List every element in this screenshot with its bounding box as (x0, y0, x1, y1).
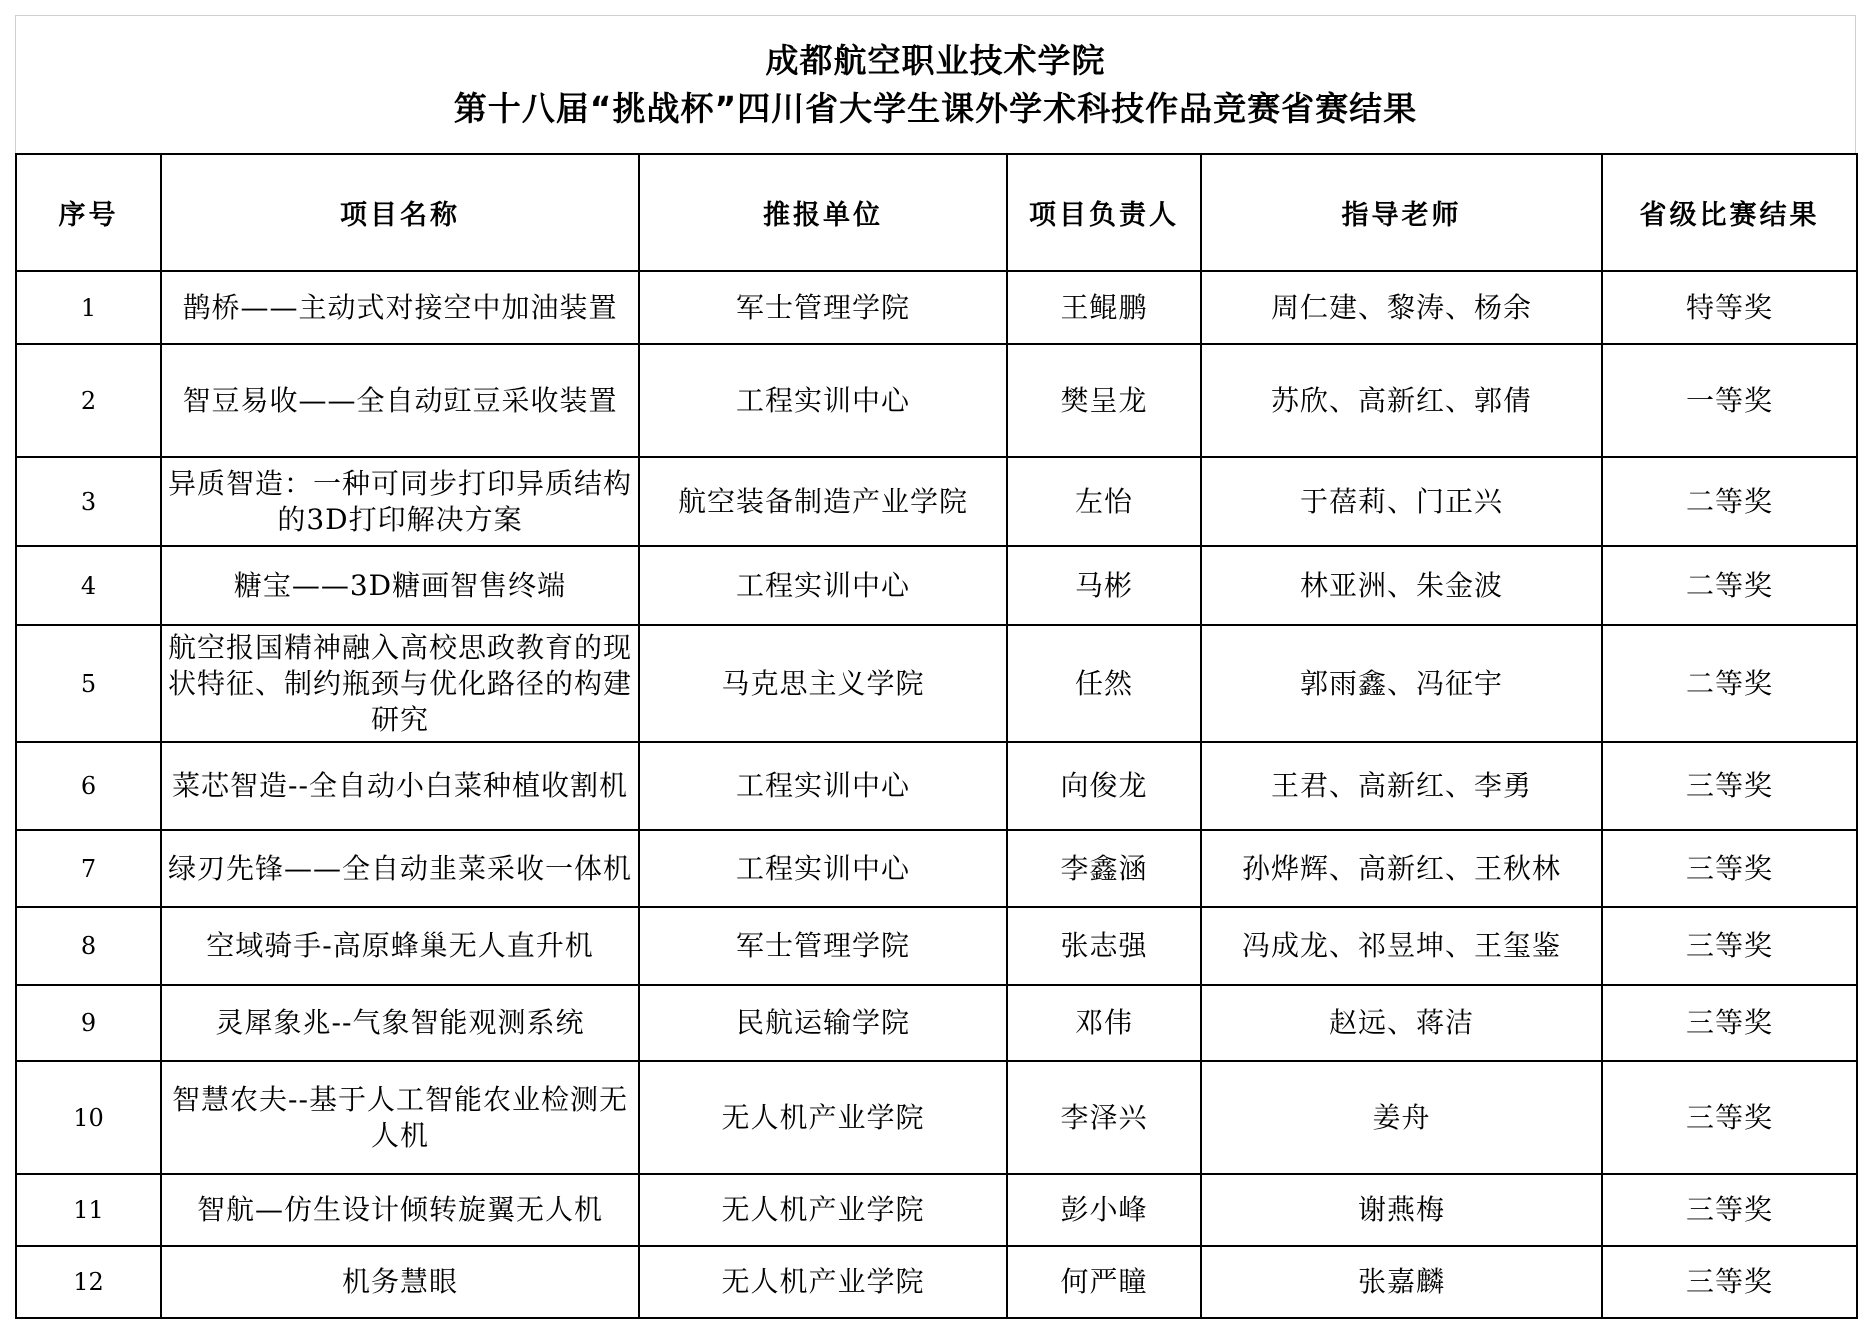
cell-advisor: 孙烨辉、高新红、王秋林 (1201, 830, 1602, 907)
cell-result: 三等奖 (1602, 985, 1857, 1061)
header-advisor: 指导老师 (1201, 154, 1602, 271)
cell-unit: 航空装备制造产业学院 (639, 457, 1007, 546)
cell-index: 4 (16, 546, 161, 625)
cell-project: 智慧农夫--基于人工智能农业检测无人机 (161, 1061, 639, 1174)
cell-unit: 无人机产业学院 (639, 1174, 1007, 1246)
cell-advisor: 林亚洲、朱金波 (1201, 546, 1602, 625)
cell-index: 12 (16, 1246, 161, 1318)
cell-project: 异质智造：一种可同步打印异质结构的3D打印解决方案 (161, 457, 639, 546)
cell-advisor: 谢燕梅 (1201, 1174, 1602, 1246)
table-row (16, 271, 1857, 344)
cell-index: 5 (16, 625, 161, 742)
cell-unit: 军士管理学院 (639, 271, 1007, 344)
cell-result: 三等奖 (1602, 742, 1857, 830)
cell-unit: 无人机产业学院 (639, 1061, 1007, 1174)
results-table (15, 153, 1858, 1319)
cell-index: 3 (16, 457, 161, 546)
cell-index: 7 (16, 830, 161, 907)
cell-project: 智航—仿生设计倾转旋翼无人机 (161, 1174, 639, 1246)
cell-unit: 军士管理学院 (639, 907, 1007, 985)
cell-advisor: 赵远、蒋洁 (1201, 985, 1602, 1061)
cell-project: 智豆易收——全自动豇豆采收装置 (161, 344, 639, 457)
cell-project: 机务慧眼 (161, 1246, 639, 1318)
cell-result: 三等奖 (1602, 1246, 1857, 1318)
cell-advisor: 张嘉麟 (1201, 1246, 1602, 1318)
table-row (16, 742, 1857, 830)
cell-project: 航空报国精神融入高校思政教育的现状特征、制约瓶颈与优化路径的构建研究 (161, 625, 639, 742)
cell-unit: 工程实训中心 (639, 742, 1007, 830)
cell-result: 一等奖 (1602, 344, 1857, 457)
cell-unit: 工程实训中心 (639, 546, 1007, 625)
cell-advisor: 郭雨鑫、冯征宇 (1201, 625, 1602, 742)
header-row (16, 154, 1857, 271)
cell-leader: 王鲲鹏 (1007, 271, 1201, 344)
cell-advisor: 姜舟 (1201, 1061, 1602, 1174)
cell-project: 鹊桥——主动式对接空中加油装置 (161, 271, 639, 344)
header-leader: 项目负责人 (1007, 154, 1201, 271)
cell-result: 三等奖 (1602, 830, 1857, 907)
cell-unit: 工程实训中心 (639, 344, 1007, 457)
cell-leader: 李泽兴 (1007, 1061, 1201, 1174)
header-result: 省级比赛结果 (1602, 154, 1857, 271)
cell-result: 三等奖 (1602, 1174, 1857, 1246)
cell-result: 三等奖 (1602, 907, 1857, 985)
cell-advisor: 冯成龙、祁昱坤、王玺鉴 (1201, 907, 1602, 985)
title-competition: 第十八届“挑战杯”四川省大学生课外学术科技作品竞赛省赛结果 (453, 88, 1418, 128)
cell-project: 空域骑手-高原蜂巢无人直升机 (161, 907, 639, 985)
cell-index: 11 (16, 1174, 161, 1246)
cell-index: 9 (16, 985, 161, 1061)
cell-result: 特等奖 (1602, 271, 1857, 344)
cell-unit: 无人机产业学院 (639, 1246, 1007, 1318)
table-row (16, 546, 1857, 625)
results-sheet (15, 15, 1856, 1319)
cell-advisor: 周仁建、黎涛、杨余 (1201, 271, 1602, 344)
table-row (16, 1246, 1857, 1318)
cell-leader: 樊呈龙 (1007, 344, 1201, 457)
cell-result: 三等奖 (1602, 1061, 1857, 1174)
header-index: 序号 (16, 154, 161, 271)
cell-project: 绿刃先锋——全自动韭菜采收一体机 (161, 830, 639, 907)
document-title (15, 15, 1856, 153)
cell-advisor: 于蓓莉、门正兴 (1201, 457, 1602, 546)
cell-project: 菜芯智造--全自动小白菜种植收割机 (161, 742, 639, 830)
cell-index: 8 (16, 907, 161, 985)
header-project: 项目名称 (161, 154, 639, 271)
title-school: 成都航空职业技术学院 (765, 40, 1106, 80)
cell-advisor: 王君、高新红、李勇 (1201, 742, 1602, 830)
table-row (16, 625, 1857, 742)
cell-result: 二等奖 (1602, 546, 1857, 625)
cell-index: 6 (16, 742, 161, 830)
cell-project: 糖宝——3D糖画智售终端 (161, 546, 639, 625)
cell-unit: 工程实训中心 (639, 830, 1007, 907)
cell-unit: 民航运输学院 (639, 985, 1007, 1061)
table-row (16, 985, 1857, 1061)
cell-unit: 马克思主义学院 (639, 625, 1007, 742)
table-row (16, 457, 1857, 546)
header-unit: 推报单位 (639, 154, 1007, 271)
cell-index: 10 (16, 1061, 161, 1174)
table-row (16, 1061, 1857, 1174)
cell-result: 二等奖 (1602, 457, 1857, 546)
table-row (16, 344, 1857, 457)
table-row (16, 907, 1857, 985)
cell-leader: 左怡 (1007, 457, 1201, 546)
cell-leader: 李鑫涵 (1007, 830, 1201, 907)
cell-leader: 张志强 (1007, 907, 1201, 985)
cell-leader: 向俊龙 (1007, 742, 1201, 830)
cell-project: 灵犀象兆--气象智能观测系统 (161, 985, 639, 1061)
cell-leader: 任然 (1007, 625, 1201, 742)
cell-index: 1 (16, 271, 161, 344)
cell-leader: 彭小峰 (1007, 1174, 1201, 1246)
table-row (16, 830, 1857, 907)
cell-leader: 何严瞳 (1007, 1246, 1201, 1318)
cell-leader: 邓伟 (1007, 985, 1201, 1061)
cell-advisor: 苏欣、高新红、郭倩 (1201, 344, 1602, 457)
table-row (16, 1174, 1857, 1246)
cell-result: 二等奖 (1602, 625, 1857, 742)
cell-leader: 马彬 (1007, 546, 1201, 625)
cell-index: 2 (16, 344, 161, 457)
